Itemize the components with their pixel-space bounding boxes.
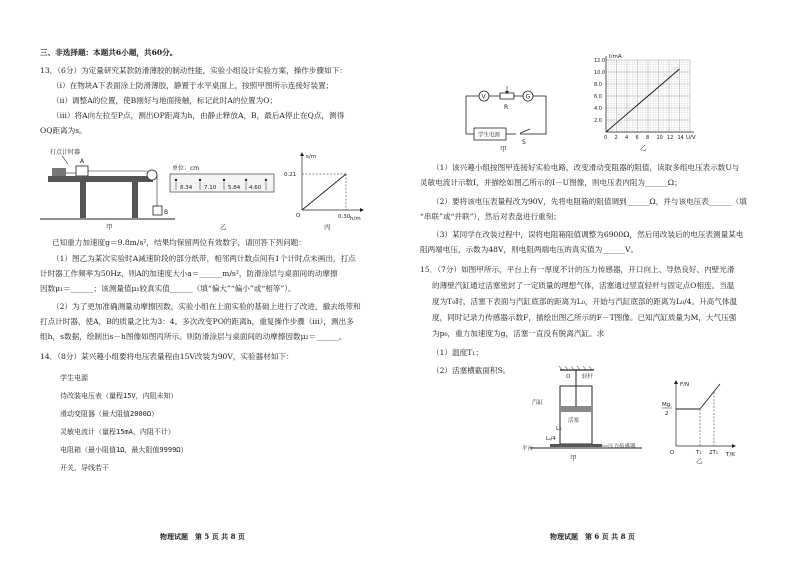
q14-part1-line1: （1）该兴趣小组按图甲连接好实验电路，改变滑动变阻器的阻值，读取多组电压表示数U与 (432, 163, 740, 172)
q15-sub-2: （2）活塞横截面积S。 (432, 366, 511, 375)
piston-label: 活塞 (568, 418, 580, 424)
iu-x-axis-label: U/V (686, 135, 696, 141)
right-footer: 物理试题 第 6 页 共 8 页 (550, 532, 635, 541)
figure-yi-caption: 乙 (220, 223, 227, 231)
q14-item-2: 待改装电压表（量程15V，内阻未知） (60, 392, 178, 400)
ft-rising-segment (700, 384, 720, 409)
iu-x-tick-label: 14 (677, 135, 684, 141)
q13-part2-line2: 打点计时器，使A，B的质量之比为3：4。多次改变PO的距离h，重复操作步骤（iii），测出多 (40, 317, 354, 326)
q14-part2-line2: “串联”或“并联”），然后对表盘进行重刻； (420, 212, 561, 221)
q15-line-2: 的薄壁汽缸通过活塞密封了一定质量的理想气体，活塞通过竖直轻杆与固定点O相连。当温 (432, 281, 735, 290)
iu-x-tick-label: 4 (625, 135, 629, 141)
pressure-sensor (550, 444, 602, 447)
l0-quarter-label: L₀/4 (546, 436, 556, 442)
iu-chart (592, 52, 712, 152)
ft-mg-label: Mg (662, 402, 671, 408)
block-a (76, 166, 88, 176)
iu-y-axis-label: I/mA (609, 54, 622, 60)
pulley-icon (147, 170, 157, 180)
timer-icon (52, 168, 66, 176)
timer-label: 打点计时器 (50, 149, 81, 156)
sensor-label: 压力传感器 (608, 444, 636, 450)
q15-figure-jia (522, 364, 645, 464)
fixed-point-label: O (566, 374, 571, 380)
q13-figure-yi (168, 160, 283, 230)
iu-x-tick-label: 12 (667, 135, 674, 141)
q14-item-3: 滑动变阻器（最大阻值2000Ω） (60, 410, 159, 418)
q14-heading: 14．（8分）某兴趣小组要将电压表量程由15V改装为90V，实验器材如下： (40, 352, 294, 361)
q13-heading: 13．（6分）为定量研究某款防滑薄胶的制动性能，实验小组设计实验方案，操作步骤如下： (40, 66, 347, 75)
ft-origin: O (670, 450, 675, 456)
tape-value-3: 5.84 (228, 185, 241, 191)
bing-x-value: 0.30 (338, 214, 351, 220)
q14-item-5: 电阻箱（最小阻值1Ω，最大阻值9999Ω） (60, 446, 188, 454)
q14-part3-line2: 阻两端电压，示数为48V，则电阻两端电压的真实值为______V。 (420, 245, 639, 254)
iu-chart-caption: 乙 (640, 144, 647, 152)
bing-ylabel: s/m (306, 154, 317, 160)
l0-label: L₀ (556, 426, 562, 432)
table-top (48, 176, 153, 182)
tape-value-1: 8.34 (180, 185, 193, 191)
rheostat-label: R (504, 104, 509, 111)
figure-jia-caption: 甲 (106, 223, 113, 231)
q14-part3-line1: （3）某同学在改装过程中，误将电阻箱阻值调整为6900Ω，然后用改装后的电压表测量某电 (432, 230, 744, 239)
voltmeter-label: V (481, 93, 486, 101)
q15-figure-yi (662, 378, 742, 464)
left-footer: 物理试题 第 5 页 共 8 页 (160, 532, 245, 541)
tape-unit: 单位：cm (172, 165, 200, 172)
platform-label: 平台 (522, 446, 534, 452)
circuit-caption: 甲 (500, 145, 507, 153)
q13-step-3: （iii）将A向左拉至P点，测出OP距离为h，由静止释放A，B，最后A停止在Q点，测得 (52, 111, 345, 120)
ft-denominator: 2 (665, 411, 669, 417)
q14-item-6: 开关、导线若干 (60, 464, 109, 472)
cylinder-label: 汽缸 (532, 400, 544, 406)
bing-xlabel: h/m (350, 216, 361, 222)
iu-y-tick-label: 6.0 (594, 94, 602, 100)
q14-part1-line2: 灵敏电流计示数I，并描绘如图乙所示的I－U图像，则电压表内阻为______Ω； (420, 178, 682, 187)
bing-line (302, 174, 346, 210)
q14-item-4: 灵敏电流计（量程15mA，内阻不计） (60, 428, 175, 436)
power-supply-label: 学生电源 (478, 132, 501, 139)
q15-yi-caption: 乙 (696, 457, 703, 465)
q13-part2-line3: 组h，s数据，绘制出s－h图像如图丙所示。则防滑涂层与桌面间的动摩擦因数μ₂＝______。 (40, 332, 347, 341)
iu-y-tick-label: 4.0 (594, 106, 602, 112)
iu-x-tick-label: 10 (656, 135, 663, 141)
q15-sub-1: （1）温度T₁； (432, 348, 483, 357)
tape-value-4: 4.60 (249, 185, 262, 191)
q13-part2-line1: （2）为了更加准确测量动摩擦因数，实验小组在上面实验的基础上进行了改进，撤去纸带和 (52, 302, 361, 311)
tape-value-2: 7.10 (204, 185, 217, 191)
iu-x-tick-label: 2 (614, 135, 618, 141)
section-heading: 三、非选择题：本题共6小题，共60分。 (40, 48, 178, 57)
iu-x-tick-label: 8 (646, 135, 650, 141)
q13-part1-line2: 计时器工作频率为50Hz，则A的加速度大小a＝______m/s²，防滑涂层与桌面间的动摩擦 (40, 269, 338, 278)
piston (561, 406, 591, 412)
bing-origin: O (296, 213, 301, 219)
ft-t1-label: T₁ (696, 450, 702, 456)
ft-2t1-label: 2T₁ (709, 450, 719, 456)
svg-text:B: B (164, 209, 169, 216)
iu-y-tick-label: 10.0 (594, 70, 606, 76)
q13-step-1: （i）在物块A下表面涂上防滑薄胶，静置于水平桌面上，按照甲图所示连接好装置； (52, 81, 334, 90)
iu-x-tick-label: 6 (635, 135, 639, 141)
block-b (153, 206, 162, 215)
ft-xlabel: T/K (726, 452, 735, 458)
ft-ylabel: F/N (680, 382, 690, 388)
q15-line-1: 15．（7分）如图甲所示，平台上有一厚度不计的压力传感器，开口向上、导热良好、内壁光滑 (420, 265, 735, 274)
q15-line-3: 度为T₀时，活塞下表面与汽缸底部的距离为L₀，开始与汽缸底部的距离为L₀/4。升高气体温 (432, 297, 738, 306)
q13-part1-line1: （1）图乙为某次实验时A减速阶段的部分纸带，相邻两计数点间有1个计时点未画出，打点 (52, 254, 356, 263)
circuit-figure-jia (460, 82, 560, 152)
rod-label: 轻杆 (582, 374, 594, 380)
iu-y-tick-label: 2.0 (594, 118, 602, 124)
galvanometer-label: G (525, 93, 531, 101)
iu-y-tick-label: 12.0 (594, 58, 606, 64)
right-page (400, 0, 800, 565)
q15-line-5: 为p₀，重力加速度为g，活塞一直没有脱离汽缸。求 (432, 329, 605, 338)
q13-step-3-cont: OQ距离为s。 (40, 126, 87, 135)
q15-line-4: 度，同时记录力传感器示数F，描绘出图乙所示的F－T图像。已知汽缸质量为M，大气压强 (432, 313, 737, 322)
q13-figure-bing (284, 150, 368, 231)
bing-y-value: 0.21 (284, 172, 297, 178)
figure-bing-caption: 丙 (324, 223, 331, 231)
q13-figure-jia (40, 140, 180, 230)
switch-label: S (522, 139, 526, 146)
iu-x-tick-label: 0 (604, 135, 608, 141)
q13-part1-line3: 因数μ₁＝______；该测量值μ₁较真实值______（填“偏大”“偏小”或“相等”）。 (40, 284, 296, 293)
svg-text:A: A (80, 158, 85, 165)
q15-jia-caption: 甲 (570, 454, 577, 462)
q13-given-g: 已知重力加速度g＝9.8m/s²，结果均保留两位有效数字，请回答下列问题： (52, 238, 306, 247)
iu-y-tick-label: 8.0 (594, 82, 602, 88)
q14-part2-line1: （2）要将该电压表量程改为90V，先将电阻箱的阻值调到______Ω，并与该电压表______（填 (432, 197, 747, 206)
q14-item-1: 学生电源 (60, 374, 88, 382)
q13-step-2: （ii）调整A的位置，使B刚好与地面接触，标记此时A的位置为O； (52, 96, 278, 105)
